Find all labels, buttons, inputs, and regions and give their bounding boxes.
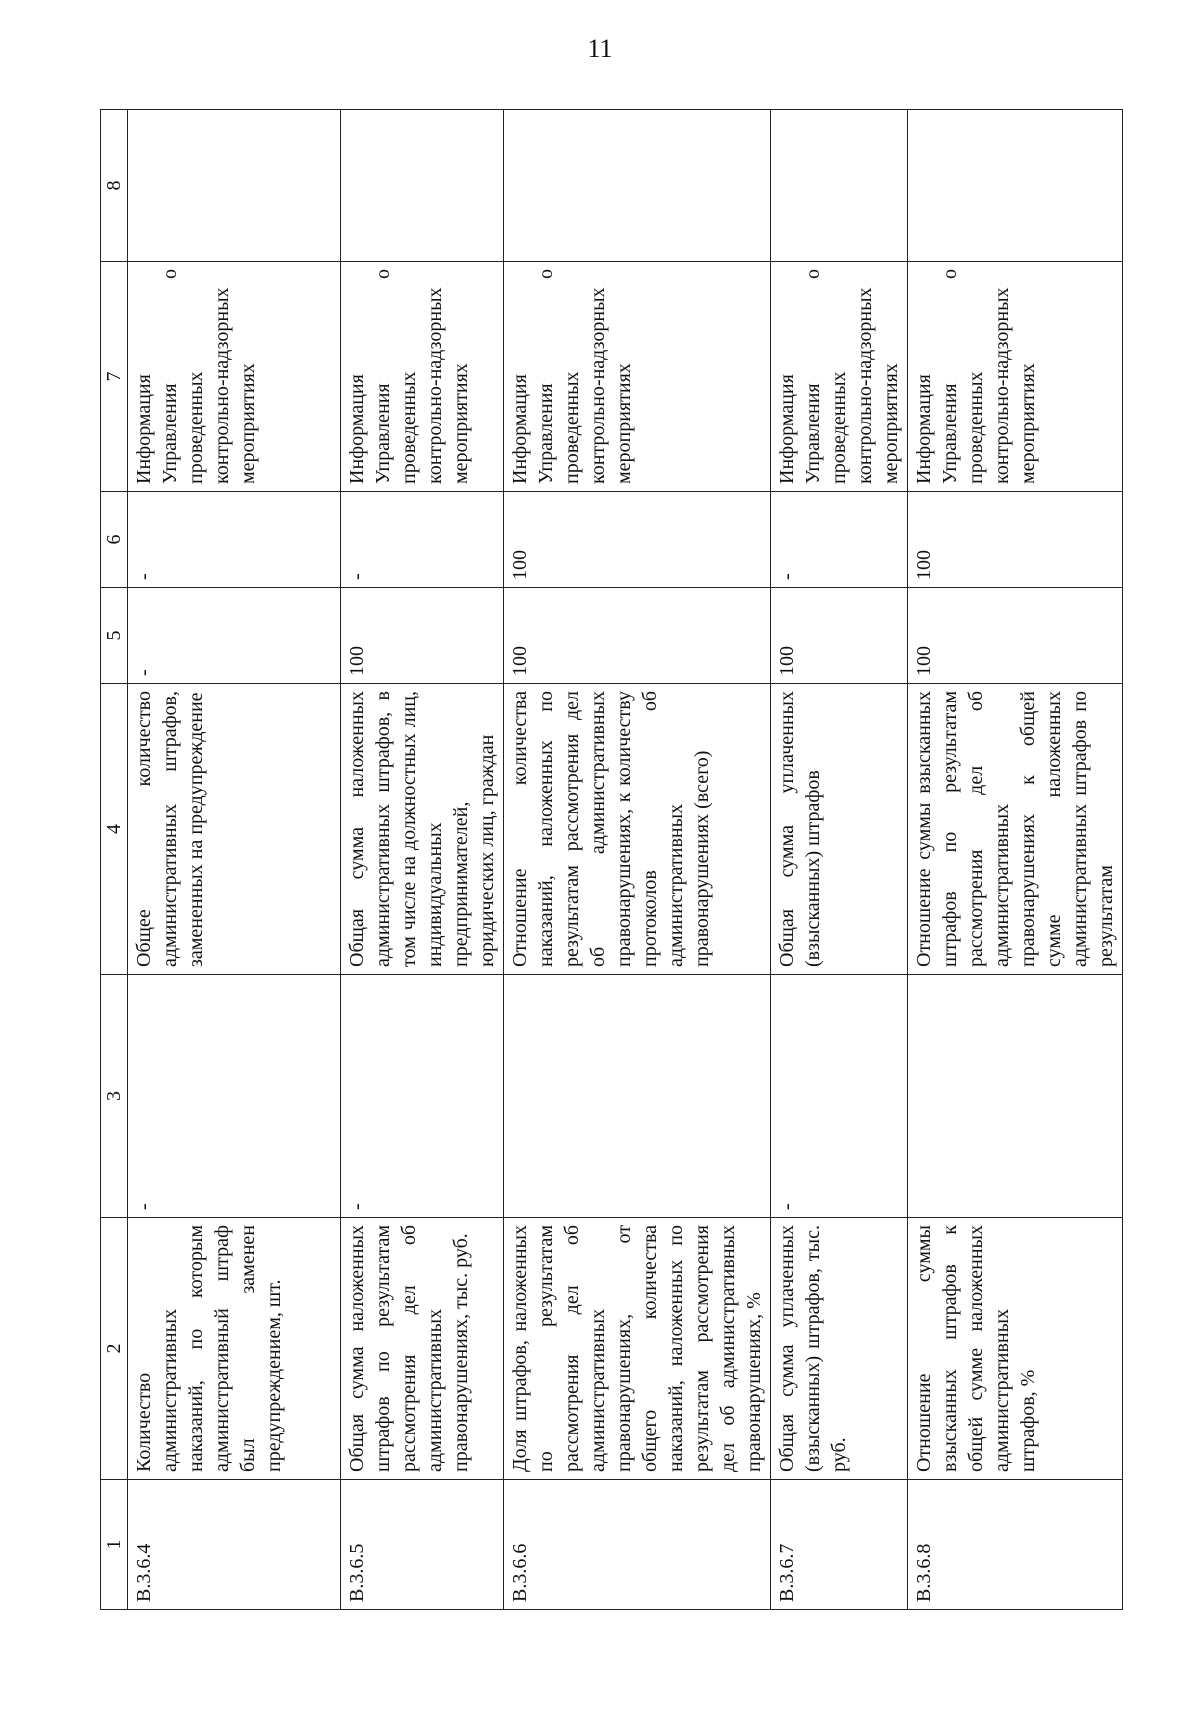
data-source: Информация Управления о проведенных контрольно-надзорных мероприятиях	[771, 262, 908, 492]
cell-col-3: -	[128, 975, 341, 1218]
indicator-definition: Общая сумма уплаченных (взысканных) штрафов	[771, 684, 908, 975]
cell-col-5: 100	[341, 588, 504, 684]
indicator-code: В.3.6.8	[908, 1480, 1123, 1610]
indicator-name: Доля штрафов, наложенных по результатам рассмотрения дел об административных правонарушениях, от общего количества наказаний, наложенных по результатам рассмотрения дел об административных правонарушениях, %	[504, 1218, 771, 1480]
data-source: Информация Управления о проведенных контрольно-надзорных мероприятиях	[128, 262, 341, 492]
col-header-8: 8	[101, 110, 128, 262]
cell-col-5: 100	[908, 588, 1123, 684]
indicator-definition: Общее количество административных штрафов, замененных на предупреждение	[128, 684, 341, 975]
indicator-code: В.3.6.7	[771, 1480, 908, 1610]
cell-col-6: 100	[908, 492, 1123, 588]
cell-col-5: 100	[771, 588, 908, 684]
table-row	[771, 110, 908, 1610]
cell-col-6: -	[771, 492, 908, 588]
col-header-3: 3	[101, 975, 128, 1218]
data-source: Информация Управления о проведенных контрольно-надзорных мероприятиях	[341, 262, 504, 492]
cell-col-3	[504, 975, 771, 1218]
data-source: Информация Управления о проведенных контрольно-надзорных мероприятиях	[504, 262, 771, 492]
table-row	[341, 110, 504, 1610]
col-header-5: 5	[101, 588, 128, 684]
indicator-name: Общая сумма наложенных штрафов по результатам рассмотрения дел об административных правонарушениях, тыс. руб.	[341, 1218, 504, 1480]
indicator-name: Отношение суммы взысканных штрафов к общей сумме наложенных административных штрафов, %	[908, 1218, 1123, 1480]
indicator-name: Общая сумма уплаченных (взысканных) штрафов, тыс. руб.	[771, 1218, 908, 1480]
cell-col-6: -	[341, 492, 504, 588]
indicators-table	[100, 109, 1123, 1610]
cell-col-3: -	[771, 975, 908, 1218]
cell-col-3	[908, 975, 1123, 1218]
cell-col-8	[341, 110, 504, 262]
data-source: Информация Управления о проведенных контрольно-надзорных мероприятиях	[908, 262, 1123, 492]
indicator-code: В.3.6.4	[128, 1480, 341, 1610]
cell-col-8	[128, 110, 341, 262]
col-header-1: 1	[101, 1480, 128, 1610]
indicator-name: Количество административных наказаний, по которым административный штраф был заменен предупреждением, шт.	[128, 1218, 341, 1480]
cell-col-5: -	[128, 588, 341, 684]
indicator-definition: Отношение количества наказаний, наложенных по результатам рассмотрения дел об административных правонарушениях, к количеству протоколов об административных правонарушениях (всего)	[504, 684, 771, 975]
indicator-definition: Общая сумма наложенных административных штрафов, в том числе на должностных лиц, индивидуальных предпринимателей, юридических лиц, граждан	[341, 684, 504, 975]
indicator-code: В.3.6.6	[504, 1480, 771, 1610]
cell-col-6: 100	[504, 492, 771, 588]
rotated-table-container	[100, 110, 1117, 1610]
col-header-4: 4	[101, 684, 128, 975]
cell-col-8	[771, 110, 908, 262]
header-row	[101, 110, 128, 1610]
col-header-2: 2	[101, 1218, 128, 1480]
cell-col-5: 100	[504, 588, 771, 684]
cell-col-3: -	[341, 975, 504, 1218]
table-row	[128, 110, 341, 1610]
page-number: 11	[587, 34, 613, 63]
cell-col-8	[504, 110, 771, 262]
col-header-6: 6	[101, 492, 128, 588]
indicator-definition: Отношение суммы взысканных штрафов по результатам рассмотрения дел об административных правонарушениях к общей сумме наложенных административных штрафов по результатам	[908, 684, 1123, 975]
table-row	[504, 110, 771, 1610]
indicator-code: В.3.6.5	[341, 1480, 504, 1610]
table-row	[908, 110, 1123, 1610]
col-header-7: 7	[101, 262, 128, 492]
cell-col-8	[908, 110, 1123, 262]
cell-col-6: -	[128, 492, 341, 588]
